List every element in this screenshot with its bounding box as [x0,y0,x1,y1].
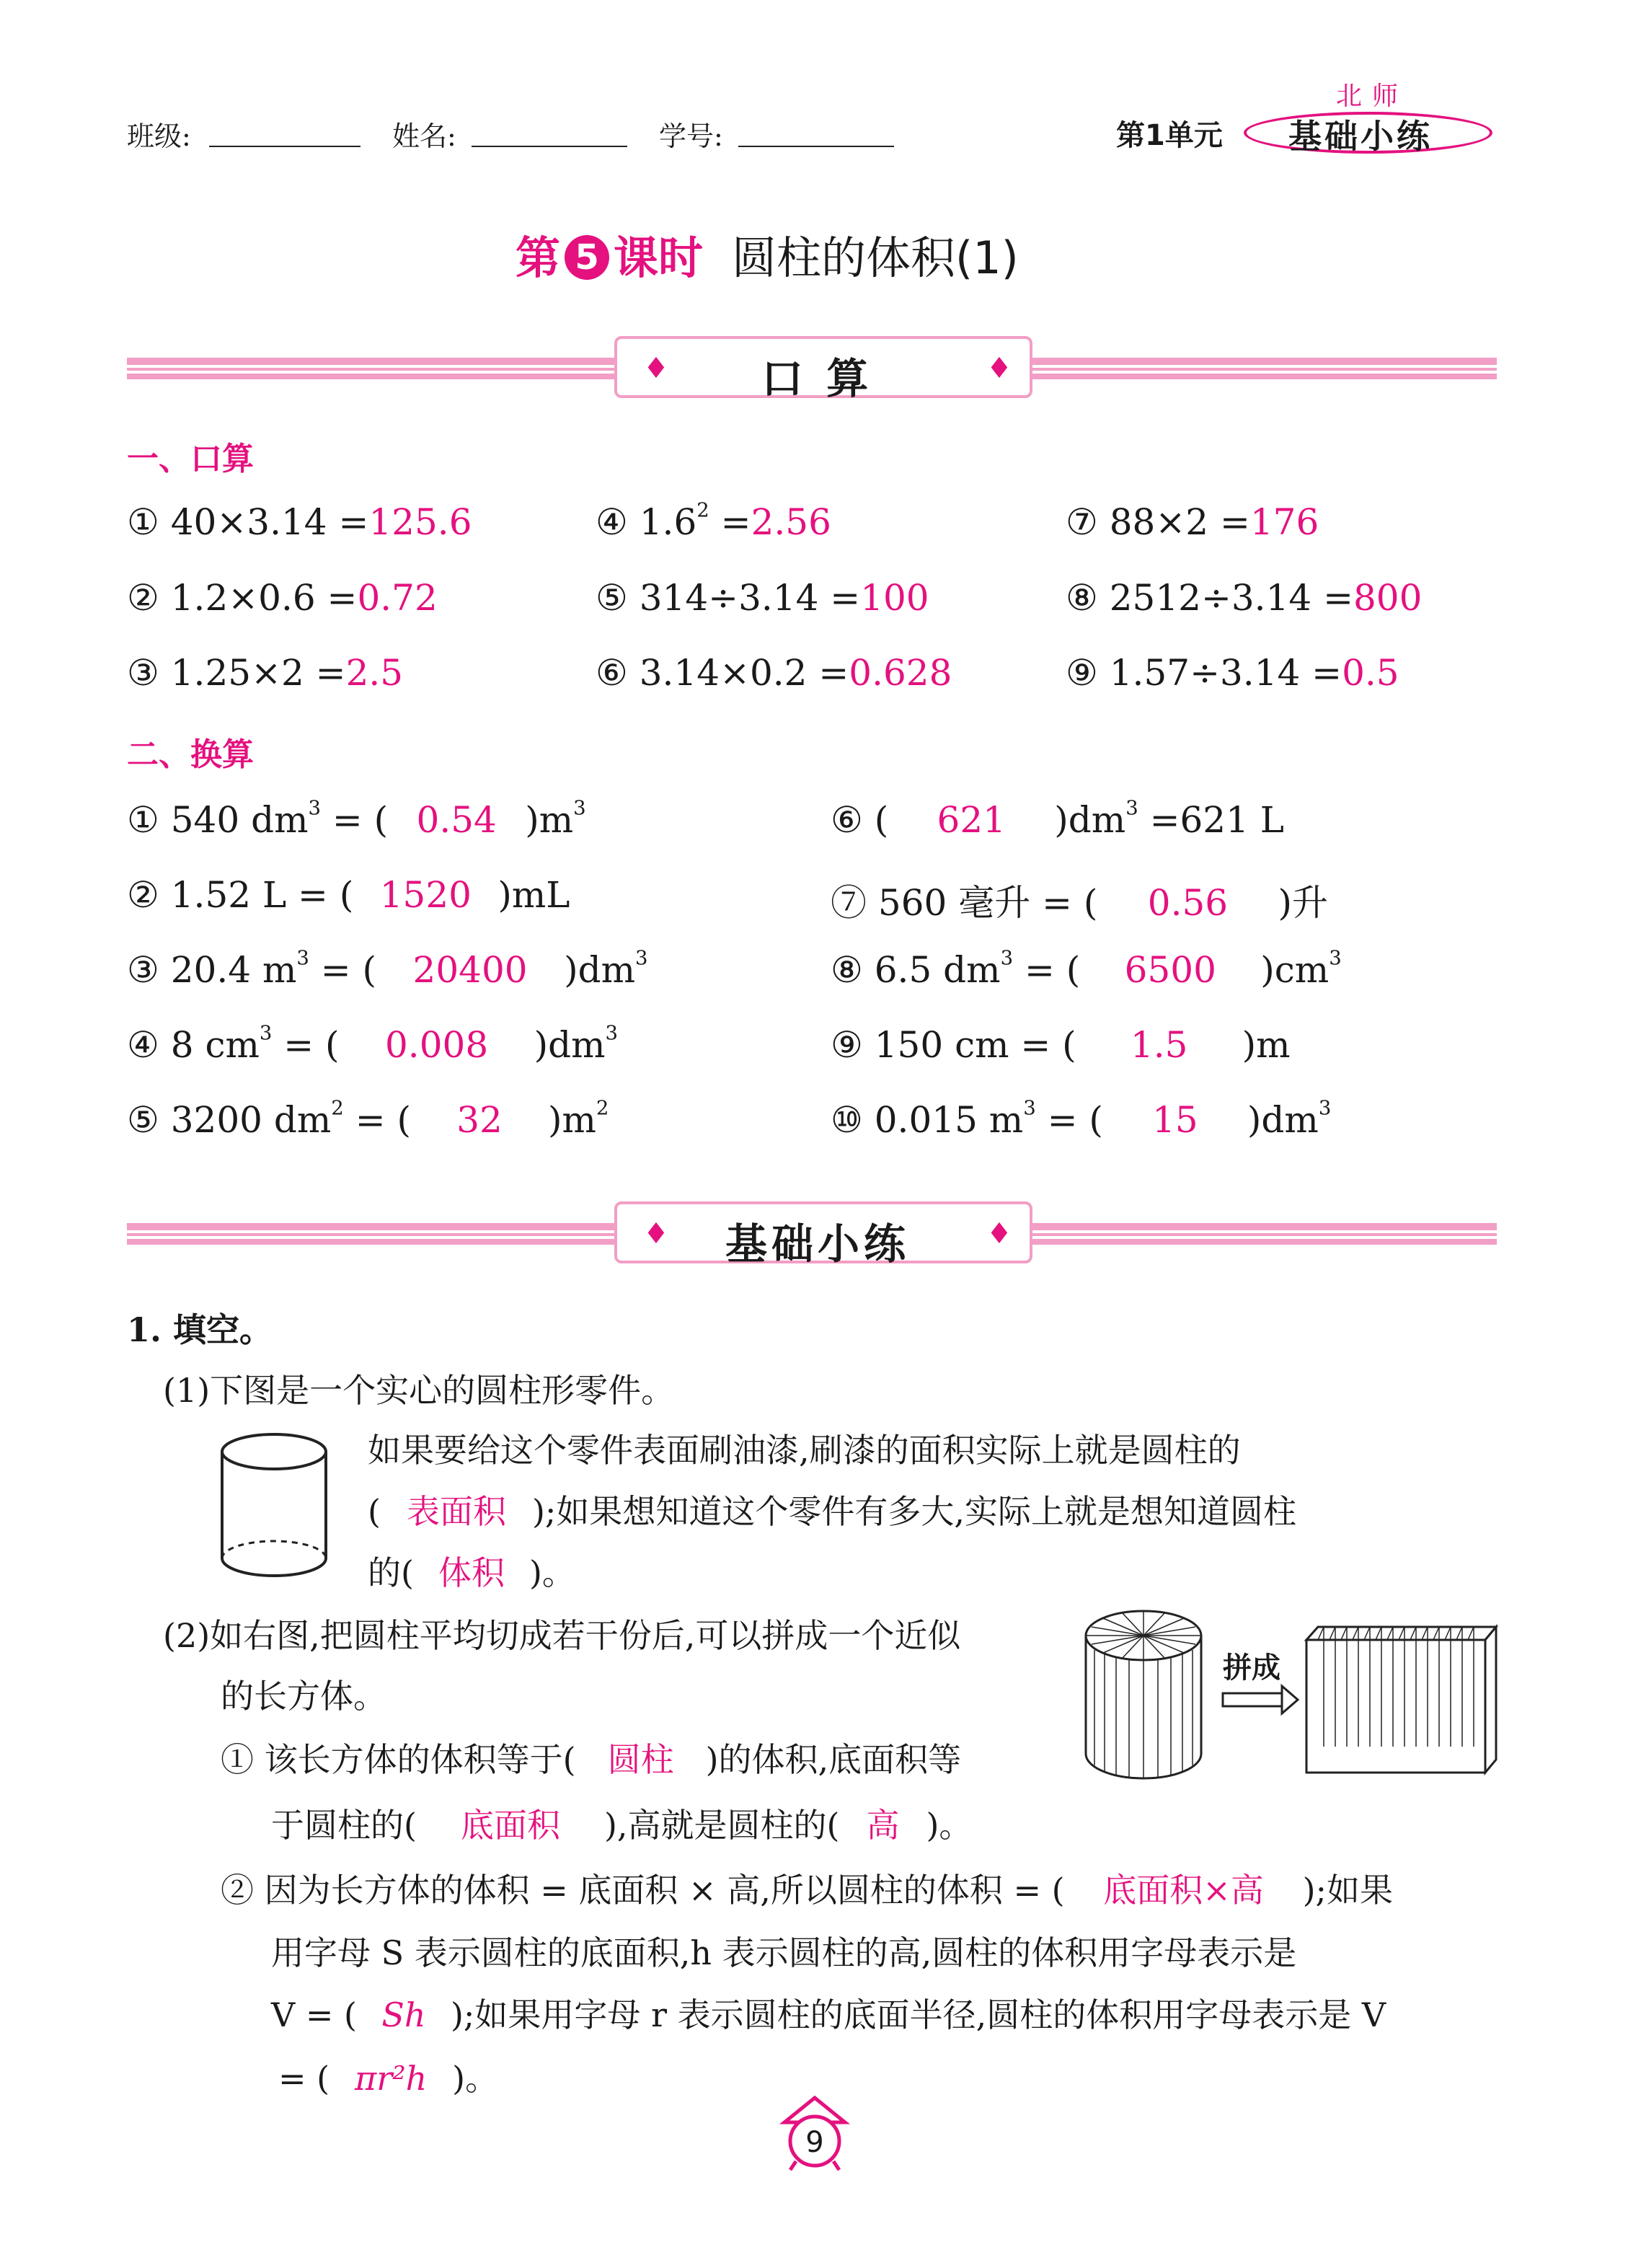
brand-main-text: 基础小练 [1288,117,1433,156]
conversion-item: ⑧ 6.5 $dm^3$ = ( 6500 )$cm^3$ [831,946,1342,991]
answer: 621 [937,799,1006,841]
q1-part1-intro: (1)下图是一个实心的圆柱形零件。 [163,1371,675,1410]
cylinder-to-cuboid-figure [1081,1602,1500,1783]
topic-title: 圆柱的体积(1) [732,231,1019,284]
oral-item: ③ 1.25×2 =2.5 [127,652,404,694]
oral-item: ⑧ 2512÷3.14 =800 [1066,577,1423,619]
answer: 0.54 [416,799,497,841]
question-1-heading: 1. 填空。 [127,1310,273,1349]
diamond-icon: ♦ [643,1217,669,1250]
conversion-item: ⑨ 150 cm = ( 1.5 )m [831,1024,1291,1066]
conversion-item: ① 540 $dm^3$ = ( 0.54 )$m^3$ [127,796,586,841]
section-title-oral: 口 算 [761,354,873,403]
cylinder-figure [216,1431,332,1583]
conversion-item: ⑤ 3200 $dm^2$ = ( 32 )$m^2$ [127,1096,609,1141]
oral-item: ② 1.2×0.6 =0.72 [127,577,438,619]
answer: 20400 [412,949,528,991]
name-label: 姓名: [392,120,456,152]
oral-item: ⑨ 1.57÷3.14 =0.5 [1066,652,1399,694]
section-header-oral [614,336,1032,403]
diamond-icon: ♦ [986,352,1012,385]
answer: 800 [1353,577,1423,619]
student-id-field[interactable] [738,146,894,147]
q1-part1-line2: ( 表面积 );如果想知道这个零件有多大,实际上就是想知道圆柱 [368,1486,1296,1533]
oral-item: ④ $1.6^2 =2.56$ [596,498,831,543]
conversion-item: ④ 8 $cm^3$ = ( 0.008 )$dm^3$ [127,1021,618,1066]
oral-item: ⑥ 3.14×0.2 =0.628 [596,652,952,694]
lesson-number-badge: 5 [565,235,609,280]
answer: 底面积 [460,1806,560,1845]
answer: 100 [860,577,929,619]
page-title [516,222,1019,286]
answer: 2.5 [345,652,404,694]
page-number: 9 [805,2126,824,2159]
page-number-badge [779,2095,851,2174]
answer: 圆柱 [607,1740,674,1779]
q1-part2-step1-line2: 于圆柱的( 底面积 ),高就是圆柱的( 高 )。 [271,1799,972,1847]
answer: 表面积 [406,1492,506,1531]
answer: 176 [1249,501,1319,543]
conversion-item: ② 1.52 L = ( 1520 )mL [127,874,570,916]
q1-part1-line3: 的( 体积 )。 [368,1547,575,1594]
q1-part2-step2-line4: = ( πr²h )。 [278,2059,499,2098]
student-id-label: 学号: [659,120,723,152]
conversion-item: ⑦ 560 毫升 = ( 0.56 )升 [831,882,1328,924]
part2-heading: 二、换算 [127,736,254,773]
oral-item: ⑤ 314÷3.14 =100 [596,577,929,619]
brand-small-text: 北师 [1336,81,1409,111]
approx-cuboid [1306,1627,1496,1773]
answer: Sh [381,1995,426,2034]
section-header-basic [614,1201,1032,1268]
answer: 底面积×高 [1103,1871,1264,1910]
arrow-icon [1223,1686,1298,1713]
diamond-icon: ♦ [986,1217,1012,1250]
answer: 1.5 [1130,1024,1188,1066]
answer: 0.008 [384,1024,489,1066]
answer: 15 [1152,1099,1198,1141]
q1-part2-step2-line3: V = ( Sh );如果用字母 r 表示圆柱的底面半径,圆柱的体积用字母表示是 V [271,1995,1386,2034]
answer: 1520 [379,874,472,916]
oral-item: ⑦ 88×2 =176 [1066,501,1319,543]
answer: 125.6 [368,501,472,543]
q1-part2-step2-line1: ② 因为长方体的体积 = 底面积 × 高,所以圆柱的体积 = ( 底面积×高 );如果 [221,1864,1393,1912]
answer: 0.72 [357,577,438,619]
class-label: 班级: [127,120,191,152]
answer: πr²h [354,2059,428,2098]
lesson-prefix: 第 [516,231,561,284]
q1-part2-line1: (2)如右图,把圆柱平均切成若干份后,可以拼成一个近似 [163,1616,961,1655]
brand-logo [1244,81,1496,158]
answer: 0.56 [1147,882,1229,924]
oral-item: ① 40×3.14 =125.6 [127,501,472,543]
class-field[interactable] [209,146,360,147]
name-field[interactable] [472,146,627,147]
answer: 6500 [1124,949,1216,991]
q1-part2-step2-line2: 用字母 S 表示圆柱的底面积,h 表示圆柱的高,圆柱的体积用字母表示是 [271,1933,1297,1972]
conversion-item: ③ 20.4 $m^3$ = ( 20400 )$dm^3$ [127,946,648,991]
answer: 2.56 [751,501,831,543]
answer: 0.5 [1342,652,1399,694]
answer: 高 [866,1806,900,1845]
conversion-item: ⑩ 0.015 $m^3$ = ( 15 )$dm^3$ [831,1096,1332,1141]
part1-heading: 一、口算 [127,441,254,477]
diamond-icon: ♦ [643,352,669,385]
answer: 0.628 [849,652,952,694]
unit-label: 第1单元 [1116,119,1223,152]
arrow-label: 拼成 [1223,1651,1280,1685]
answer: 体积 [438,1553,505,1592]
lesson-suffix: 课时 [614,231,704,284]
answer: 32 [456,1099,503,1141]
q1-part2-step1-line1: ① 该长方体的体积等于( 圆柱 )的体积,底面积等 [221,1734,961,1781]
q1-part2-line2: 的长方体。 [221,1677,386,1716]
sliced-cylinder [1086,1611,1201,1778]
q1-part1-line1: 如果要给这个零件表面刷油漆,刷漆的面积实际上就是圆柱的 [368,1431,1241,1470]
section-title-basic: 基础小练 [725,1219,911,1268]
conversion-item: ⑥ ( 621 )$dm^3 =621$ L [831,796,1285,841]
